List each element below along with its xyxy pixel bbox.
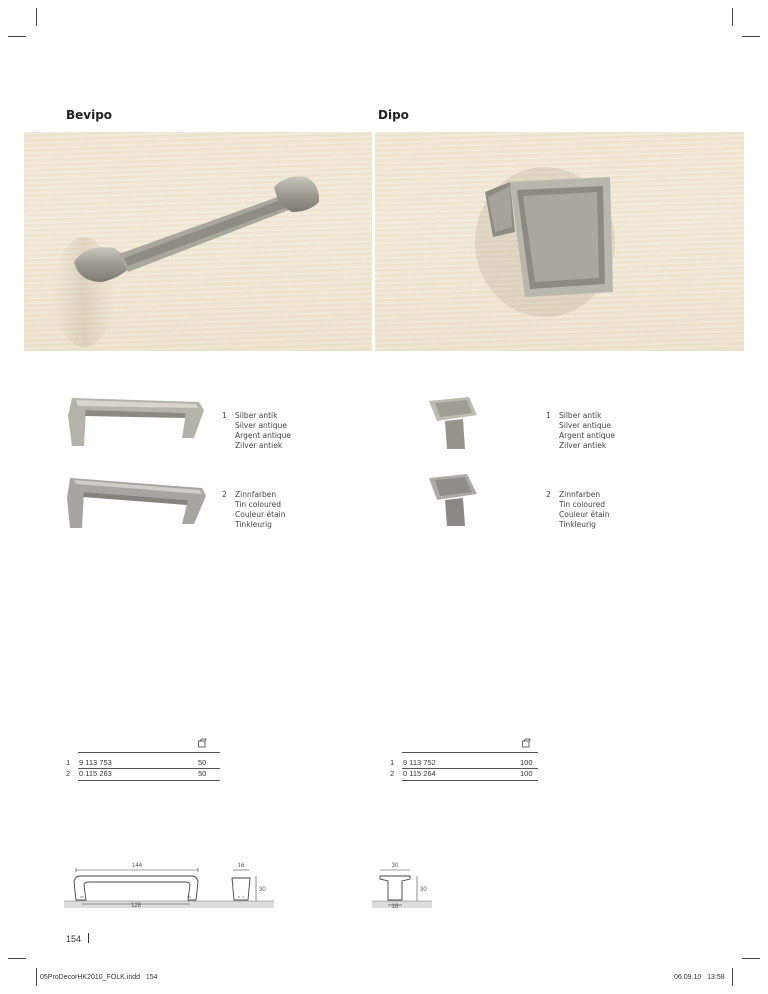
variant-name-de: Zinnfarben [235,490,277,499]
crop-mark [36,8,37,26]
variant-number: 2 [546,490,551,499]
bevipo-tin-thumb [64,468,214,538]
variant-name-nl: Zilver antiek [559,441,607,450]
page-number-text: 154 [66,934,82,944]
crop-mark [742,958,760,959]
table-rule [402,780,538,781]
variant-name-nl: Zilver antiek [235,441,283,450]
variant-name-de: Silber antik [235,411,278,420]
table-row [66,757,220,768]
variant-number: 2 [222,490,227,499]
table-row [390,757,544,768]
dipo-tin-thumb [425,472,480,530]
order-table-bevipo [66,738,226,784]
package-icon [521,738,531,748]
article-number: 0 115 263 [79,769,112,778]
row-number: 1 [66,758,71,767]
date-slug: 06.09.10 13:58 [674,974,725,981]
dim-length: 144 [131,863,143,869]
order-table-dipo [390,738,550,784]
dim-hole-distance: 128 [130,903,142,909]
variant-name-fr: Couleur étain [235,510,286,519]
bevipo-handle-image [24,132,372,351]
table-rule [402,752,538,753]
table-row [390,768,544,779]
variant-name-en: Tin coloured [235,500,282,509]
variant-name-en: Tin coloured [559,500,606,509]
row-number: 1 [390,758,395,767]
variant-name-en: Silver antique [559,421,611,430]
variant-name-de: Silber antik [559,411,602,420]
variant-number: 1 [222,411,227,420]
pack-quantity: 50 [198,769,207,778]
dim-size: 30 [391,863,399,869]
bevipo-photo [24,132,372,351]
variant-name-fr: Argent antique [235,431,292,440]
variant-name-nl: Tinkleurig [559,520,596,529]
pack-quantity: 100 [520,769,533,778]
bevipo-silver-thumb [64,388,214,458]
variant-name-de: Zinnfarben [559,490,601,499]
variant-name-fr: Couleur étain [559,510,610,519]
page-number [66,933,89,944]
dim-height: 30 [259,887,266,893]
row-number: 2 [390,769,395,778]
row-number: 2 [66,769,71,778]
crop-mark [732,8,733,26]
product-title-bevipo: Bevipo [66,108,113,122]
dim-base: 16 [391,904,399,910]
bevipo-technical-drawing [64,856,274,916]
variant-name-fr: Argent antique [559,431,616,440]
table-rule [78,752,220,753]
article-number: 9 113 752 [403,758,436,767]
crop-mark [8,958,26,959]
pack-quantity: 100 [520,758,533,767]
dipo-technical-drawing [372,856,452,916]
variant-name-en: Silver antique [235,421,287,430]
table-rule [78,780,220,781]
dim-width: 16 [237,863,245,869]
article-number: 9 113 753 [79,758,112,767]
variant-name-nl: Tinkleurig [235,520,272,529]
package-icon [197,738,207,748]
crop-mark [742,36,760,37]
crop-mark [732,968,733,986]
dipo-knob-image [375,132,744,351]
pack-quantity: 50 [198,758,207,767]
dim-height: 30 [420,887,427,893]
crop-mark [36,968,37,986]
crop-mark [8,36,26,37]
dipo-silver-thumb [425,393,480,451]
dipo-photo [375,132,744,351]
article-number: 0 115 264 [403,769,436,778]
product-title-dipo: Dipo [378,108,409,122]
table-row [66,768,220,779]
file-slug: 05ProDecorHK2010_FOLK.indd 154 [40,974,158,981]
variant-number: 1 [546,411,551,420]
